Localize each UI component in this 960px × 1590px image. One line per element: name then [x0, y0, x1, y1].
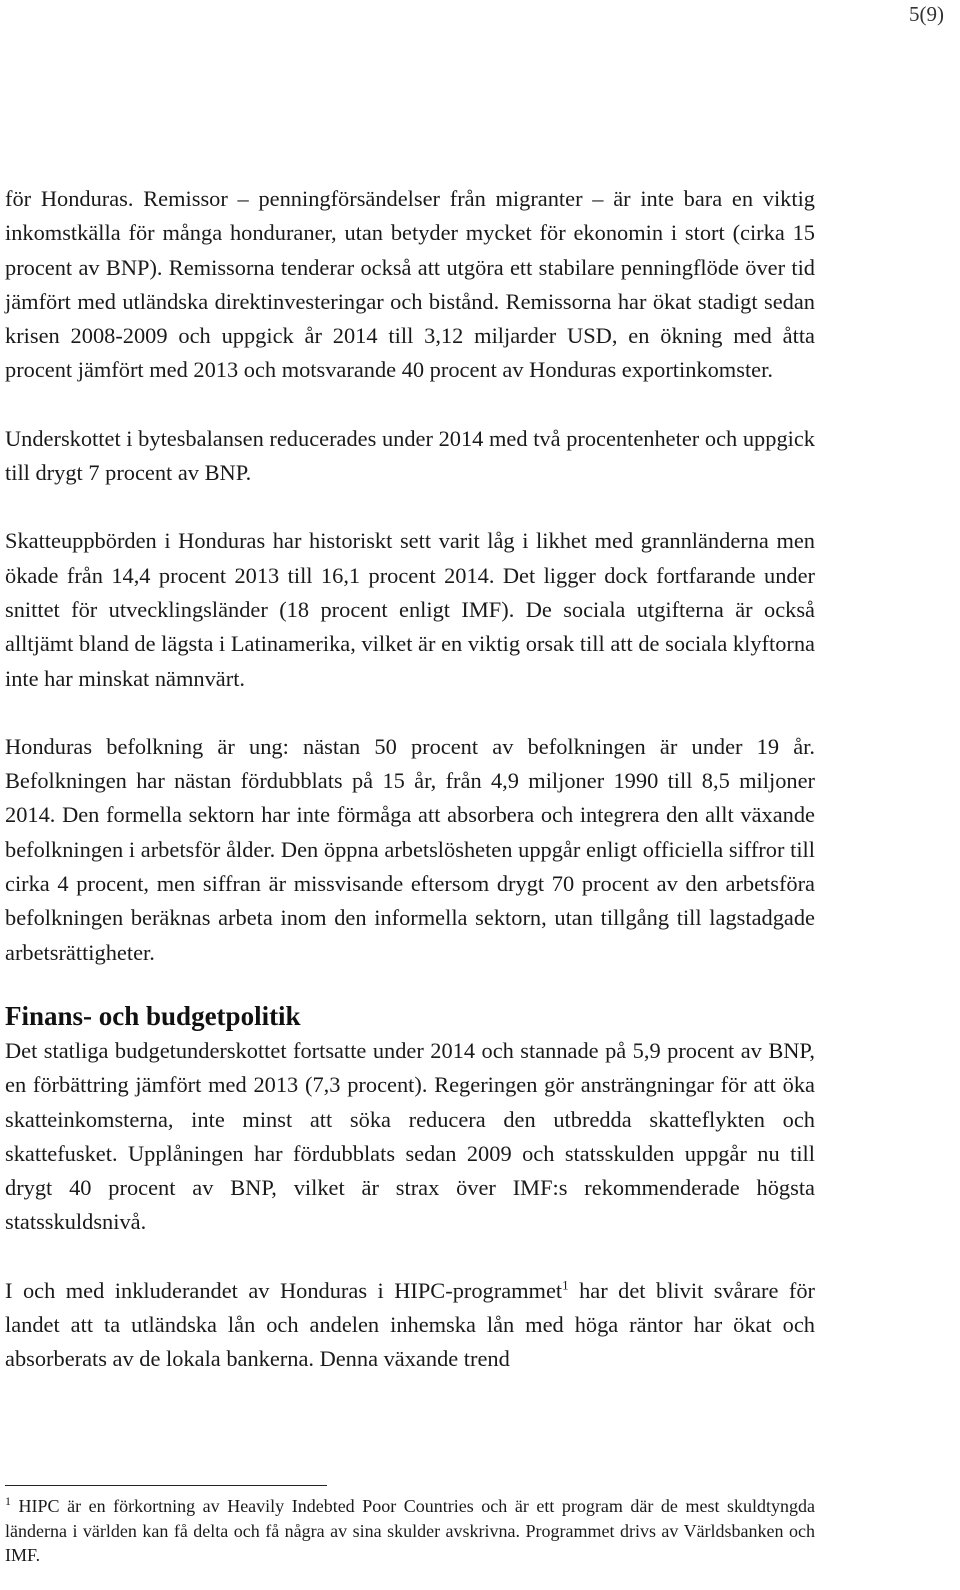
paragraph-hipc-end: har det blivit svårare för landet att ta utländska lån och andelen inhemska lån med höga räntor har ökat och absorberats av de lokala bankerna. Denna växande trend	[5, 1277, 815, 1372]
paragraph-hipc-start: I och med inkluderandet av Honduras i HIPC-programmet	[5, 1277, 563, 1303]
footnote-reference[interactable]: 1	[562, 1277, 569, 1293]
section-heading: Finans- och budgetpolitik	[5, 1000, 301, 1031]
paragraph-budget-deficit: Det statliga budgetunderskottet fortsatte under 2014 och stannade på 5,9 procent av BNP, en förbättring jämfört med 2013 (7,3 procent). Regeringen gör ansträngningar för att öka skatteinkomsterna, inte minst att söka reducera den utbredda skatteflykten och skattefusket. Upplåningen har fördubblats sedan 2009 och statsskulden uppgår nu till drygt 40 procent av BNP, vilket är strax över IMF:s rekommenderade högsta statsskuldsnivå.	[5, 1037, 815, 1235]
footnote-text: HIPC är en förkortning av Heavily Indebted Poor Countries och är ett program där de mest skuldtyngda länderna i världen kan få delta och få några av sina skulder avskrivna. Programmet drivs av Världsbanken och IMF.	[5, 1496, 815, 1565]
paragraph-tax-revenue: Skatteuppbörden i Honduras har historiskt sett varit låg i likhet med grannländerna men ökade från 14,4 procent 2013 till 16,1 procent 2014. Det ligger dock fortfarande under snittet för utvecklingsländer (18 procent enligt IMF). De sociala utgifterna är också alltjämt bland de lägsta i Latinamerika, vilket är en viktig orsak till att de sociala klyftorna inte har minskat nämnvärt.	[5, 528, 815, 691]
paragraph-current-account: Underskottet i bytesbalansen reducerades under 2014 med två procentenheter och uppgick till drygt 7 procent av BNP.	[5, 425, 815, 486]
paragraph-population: Honduras befolkning är ung: nästan 50 procent av befolkningen är under 19 år. Befolkningen har nästan fördubblats på 15 år, från 4,9 miljoner 1990 till 8,5 miljoner 2014. Den formella sektorn har inte förmåga att absorbera och integrera den allt växande befolkningen i arbetsför ålder. Den öppna arbetslösheten uppgår enligt officiella siffror till cirka 4 procent, men siffran är missvisande eftersom drygt 70 procent av den arbetsföra befolkningen beräknas arbeta inom den informella sektorn, utan tillgång till lagstadgade arbetsrättigheter.	[5, 733, 815, 965]
document-body	[5, 182, 815, 1377]
paragraph-hipc	[5, 1274, 815, 1377]
footnote-divider	[5, 1485, 327, 1486]
footnote	[5, 1494, 815, 1568]
page-number: 5(9)	[909, 2, 944, 26]
footnote-marker: 1	[5, 1494, 11, 1508]
paragraph-remittances: för Honduras. Remissor – penningförsändelser från migranter – är inte bara en viktig inkomstkälla för många honduraner, utan betyder mycket för ekonomin i stort (cirka 15 procent av BNP). Remissorna tenderar också att utgöra ett stabilare penningflöde över tid jämfört med utländska direktinvesteringar och bistånd. Remissorna har ökat stadigt sedan krisen 2008-2009 och uppgick år 2014 till 3,12 miljarder USD, en ökning med åtta procent jämfört med 2013 och motsvarande 40 procent av Honduras exportinkomster.	[5, 186, 815, 383]
